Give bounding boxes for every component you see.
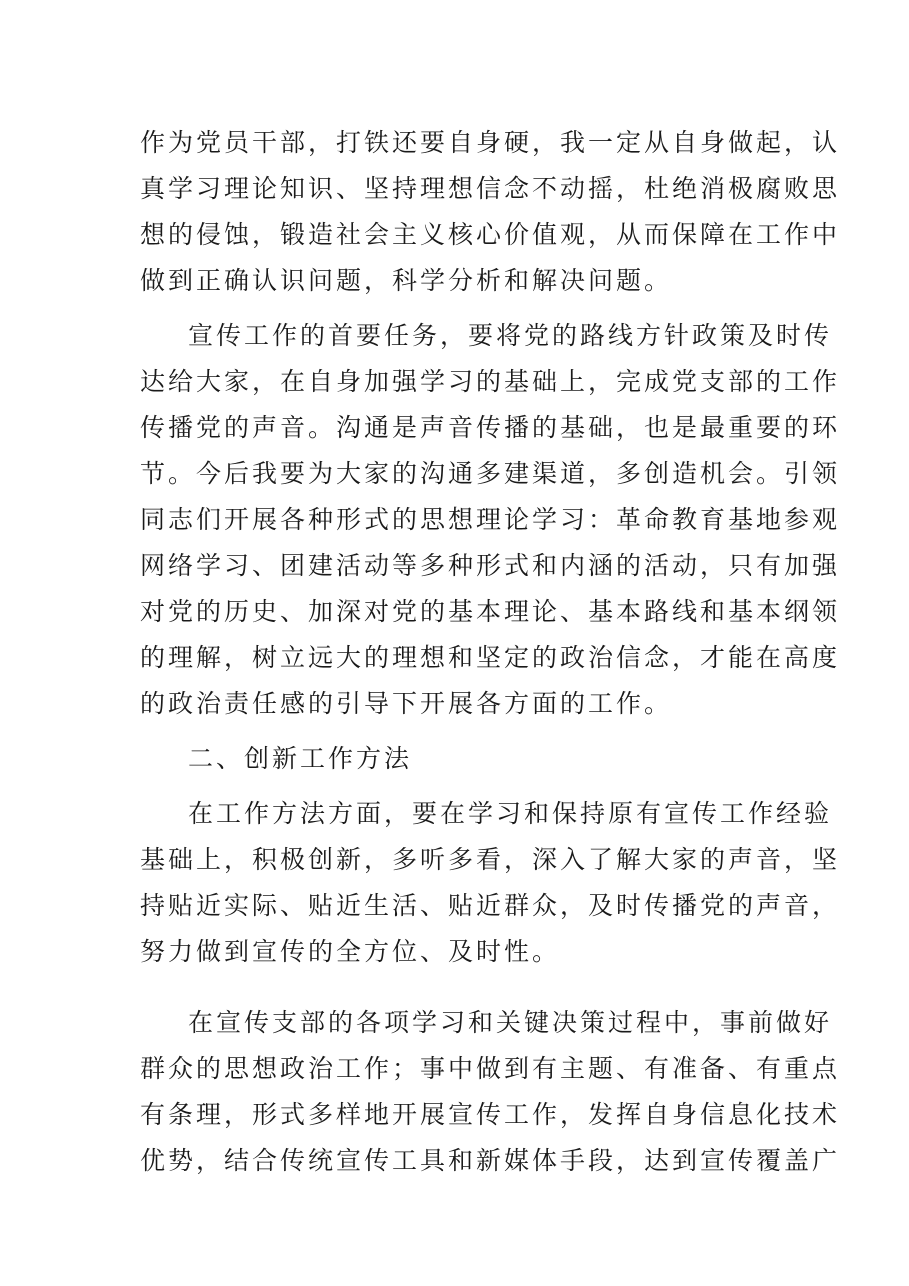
p4-line-2: 群众的思想政治工作；事中做到有主题、有准备、有重点 xyxy=(140,1054,841,1083)
p2-line-6: 网络学习、团建活动等多种形式和内涵的活动，只有加强 xyxy=(140,551,841,580)
p3-line-1: 在工作方法方面，要在学习和保持原有宣传工作经验 xyxy=(188,799,833,828)
p2-line-7: 对党的历史、加深对党的基本理论、基本路线和基本纲领 xyxy=(140,597,841,626)
p2-line-2: 达给大家，在自身加强学习的基础上，完成党支部的工作 xyxy=(140,367,841,396)
p1-line-3: 想的侵蚀，锻造社会主义核心价值观，从而保障在工作中 xyxy=(140,220,841,249)
p1-line-2: 真学习理论知识、坚持理想信念不动摇，杜绝消极腐败思 xyxy=(140,174,841,203)
p4-line-4: 优势，结合传统宣传工具和新媒体手段，达到宣传覆盖广 xyxy=(140,1146,841,1175)
section-heading: 二、创新工作方法 xyxy=(188,744,413,773)
p3-line-2: 基础上，积极创新，多听多看，深入了解大家的声音，坚 xyxy=(140,845,841,874)
p4-line-3: 有条理，形式多样地开展宣传工作，发挥自身信息化技术 xyxy=(140,1100,841,1129)
p4-line-1: 在宣传支部的各项学习和关键决策过程中，事前做好 xyxy=(188,1008,833,1037)
p2-line-1: 宣传工作的首要任务，要将党的路线方针政策及时传 xyxy=(188,321,833,350)
p2-line-4: 节。今后我要为大家的沟通多建渠道，多创造机会。引领 xyxy=(140,459,841,488)
p2-line-3: 传播党的声音。沟通是声音传播的基础，也是最重要的环 xyxy=(140,413,841,442)
p3-line-4: 努力做到宣传的全方位、及时性。 xyxy=(140,937,561,966)
p2-line-8: 的理解，树立远大的理想和坚定的政治信念，才能在高度 xyxy=(140,643,841,672)
p2-line-5: 同志们开展各种形式的思想理论学习：革命教育基地参观 xyxy=(140,505,841,534)
p2-line-9: 的政治责任感的引导下开展各方面的工作。 xyxy=(140,689,673,718)
p3-line-3: 持贴近实际、贴近生活、贴近群众，及时传播党的声音， xyxy=(140,891,841,920)
p1-line-1: 作为党员干部，打铁还要自身硬，我一定从自身做起，认 xyxy=(140,128,841,157)
p1-line-4: 做到正确认识问题，科学分析和解决问题。 xyxy=(140,266,673,295)
